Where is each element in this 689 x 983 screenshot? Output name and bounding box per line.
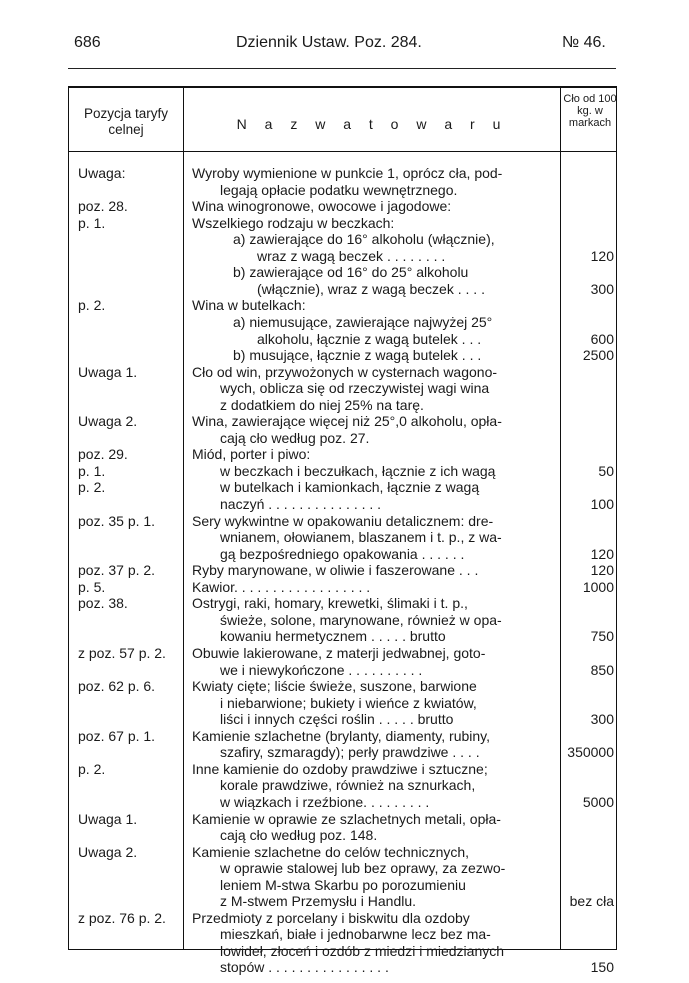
duty-value: 50 bbox=[598, 462, 614, 479]
goods-description: Wina, zawierające więcej niż 25°,0 alkoholu, opła- bbox=[192, 413, 502, 430]
column-header-goods: N a z w a t o w a r u bbox=[236, 116, 508, 132]
tariff-position: p. 2. bbox=[78, 479, 106, 496]
goods-description: Wina w butelkach: bbox=[192, 297, 306, 314]
goods-description: gą bezpośredniego opakowania . . . . . . bbox=[220, 545, 465, 562]
table-row bbox=[69, 695, 618, 712]
duty-value: 120 bbox=[590, 562, 614, 579]
duty-value: 5000 bbox=[582, 793, 614, 810]
table-row bbox=[69, 662, 618, 679]
table-row bbox=[69, 513, 618, 530]
goods-description: wych, oblicza się od rzeczywistej wagi wina bbox=[220, 380, 490, 397]
tariff-position: Uwaga 2. bbox=[78, 843, 138, 860]
table-row bbox=[69, 562, 618, 579]
goods-description: wnianem, ołowianem, blaszanem i t. p., z wa- bbox=[220, 529, 502, 546]
goods-description: z M-stwem Przemysłu i Handlu. bbox=[220, 893, 417, 910]
tariff-table bbox=[68, 86, 617, 976]
goods-description: Kwiaty cięte; liście świeże, suszone, barwione bbox=[192, 678, 477, 695]
table-row bbox=[69, 777, 618, 794]
table-row bbox=[69, 877, 618, 894]
table-row bbox=[69, 297, 618, 314]
table-row bbox=[69, 910, 618, 927]
duty-value: 120 bbox=[590, 247, 614, 264]
table-row bbox=[69, 347, 618, 364]
duty-value: 120 bbox=[590, 545, 614, 562]
goods-description: Kawior. . . . . . . . . . . . . . . . . . bbox=[192, 578, 371, 595]
tariff-position: p. 1. bbox=[78, 462, 106, 479]
table-row bbox=[69, 827, 618, 844]
column-header-duty: Cło od 100 kg. w markach bbox=[563, 93, 617, 129]
tariff-position: poz. 37 p. 2. bbox=[78, 562, 156, 579]
goods-description: w butelkach i kamionkach, łącznie z wagą bbox=[220, 479, 480, 496]
table-row bbox=[69, 628, 618, 645]
header-rule bbox=[68, 68, 616, 69]
goods-description: Cło od win, przywożonych w cysternach wagono- bbox=[192, 363, 498, 380]
table-row bbox=[69, 926, 618, 943]
table-row bbox=[69, 645, 618, 662]
table-row bbox=[69, 430, 618, 447]
goods-description: wraz z wagą beczek . . . . . . . . bbox=[257, 247, 446, 264]
goods-description: w wiązkach i rzeźbione. . . . . . . . . bbox=[220, 793, 430, 810]
table-row bbox=[69, 231, 618, 248]
tariff-position: p. 5. bbox=[78, 578, 106, 595]
goods-description: a) zawierające do 16° alkoholu (włącznie), bbox=[233, 231, 495, 248]
tariff-position: p. 1. bbox=[78, 214, 106, 231]
duty-value: bez cła bbox=[569, 893, 614, 910]
goods-description: we i niewykończone . . . . . . . . . . bbox=[220, 661, 423, 678]
table-row bbox=[69, 811, 618, 828]
table-row bbox=[69, 215, 618, 232]
table-row bbox=[69, 612, 618, 629]
tariff-position: Uwaga 2. bbox=[78, 413, 138, 430]
goods-description: w oprawie stalowej lub bez oprawy, za zezwo- bbox=[220, 860, 506, 877]
goods-description: z dodatkiem do niej 25% na tarę. bbox=[220, 396, 424, 413]
table-row bbox=[69, 529, 618, 546]
tariff-position: z poz. 57 p. 2. bbox=[78, 645, 166, 661]
goods-description: Inne kamienie do ozdoby prawdziwe i sztuczne; bbox=[192, 760, 488, 777]
table-row bbox=[69, 893, 618, 910]
tariff-position: Uwaga: bbox=[78, 165, 126, 181]
goods-description: b) zawierające od 16° do 25° alkoholu bbox=[233, 264, 469, 281]
goods-description: cają cło według poz. 27. bbox=[220, 429, 370, 446]
tariff-position: poz. 62 p. 6. bbox=[78, 678, 156, 695]
tariff-position: Uwaga 1. bbox=[78, 810, 138, 827]
duty-value: 300 bbox=[590, 280, 614, 297]
goods-description: i niebarwione; bukiety i wieńce z kwiatów, bbox=[220, 694, 477, 711]
goods-description: świeże, solone, marynowane, również w opa- bbox=[220, 611, 502, 628]
goods-description: b) musujące, łącznie z wagą butelek . . . bbox=[233, 347, 482, 364]
table-row bbox=[69, 314, 618, 331]
tariff-position: poz. 35 p. 1. bbox=[78, 512, 156, 529]
table-row bbox=[69, 331, 618, 348]
goods-description: Miód, porter i piwo: bbox=[192, 446, 311, 463]
goods-description: lowideł, złoceń i ozdób z miedzi i miedzianych bbox=[220, 942, 505, 959]
table-row bbox=[69, 546, 618, 563]
table-row bbox=[69, 248, 618, 265]
duty-value: 100 bbox=[590, 496, 614, 512]
tariff-position: poz. 29. bbox=[78, 446, 128, 463]
table-row bbox=[69, 711, 618, 728]
goods-description: alkoholu, łącznie z wagą butelek . . . bbox=[257, 330, 482, 347]
duty-value: 750 bbox=[590, 628, 614, 645]
duty-value: 300 bbox=[590, 711, 614, 728]
table-row bbox=[69, 479, 618, 496]
table-row bbox=[69, 380, 618, 397]
table-row bbox=[69, 744, 618, 761]
goods-description: naczyń . . . . . . . . . . . . . . . bbox=[220, 496, 382, 512]
table-row bbox=[69, 397, 618, 414]
goods-description: Ryby marynowane, w oliwie i faszerowane . . . bbox=[192, 562, 479, 579]
goods-description: Wyroby wymienione w punkcie 1, oprócz cła, pod- bbox=[192, 165, 503, 181]
table-row bbox=[69, 364, 618, 381]
table-row bbox=[69, 446, 618, 463]
table-row bbox=[69, 579, 618, 596]
table-row bbox=[69, 165, 618, 182]
tariff-position: z poz. 76 p. 2. bbox=[78, 909, 166, 926]
issue-number: № 46. bbox=[562, 34, 606, 51]
column-header-position: Pozycja taryfy celnej bbox=[83, 106, 169, 137]
table-row bbox=[69, 595, 618, 612]
tariff-position: Uwaga 1. bbox=[78, 363, 138, 380]
page-header bbox=[0, 34, 689, 56]
tariff-position: p. 2. bbox=[78, 297, 106, 314]
goods-description: a) niemusujące, zawierające najwyżej 25° bbox=[233, 314, 493, 330]
duty-value: 150 bbox=[590, 959, 614, 976]
goods-description: szafiry, szmaragdy); perły prawdziwe . . . . bbox=[220, 744, 480, 761]
table-row bbox=[69, 860, 618, 877]
goods-description: w beczkach i beczułkach, łącznie z ich wagą bbox=[220, 462, 496, 479]
goods-description: legają opłacie podatku wewnętrznego. bbox=[220, 181, 458, 198]
table-row bbox=[69, 943, 618, 960]
table-row bbox=[69, 264, 618, 281]
table-row bbox=[69, 182, 618, 199]
goods-description: Przedmioty z porcelany i biskwitu dla ozdoby bbox=[192, 909, 470, 926]
goods-description: Obuwie lakierowane, z materji jedwabnej, goto- bbox=[192, 645, 486, 661]
table-row bbox=[69, 761, 618, 778]
table-row bbox=[69, 413, 618, 430]
tariff-position: poz. 67 p. 1. bbox=[78, 727, 156, 744]
duty-value: 2500 bbox=[582, 347, 614, 364]
goods-description: Kamienie szlachetne do celów technicznych, bbox=[192, 843, 470, 860]
goods-description: liści i innych części roślin . . . . . brutto bbox=[220, 711, 454, 728]
tariff-position: poz. 28. bbox=[78, 198, 128, 215]
goods-description: leniem M-stwa Skarbu po porozumieniu bbox=[220, 876, 466, 893]
tariff-position: poz. 38. bbox=[78, 595, 128, 612]
goods-description: Sery wykwintne w opakowaniu detalicznem: dre- bbox=[192, 512, 494, 529]
table-row bbox=[69, 198, 618, 215]
goods-description: cają cło według poz. 148. bbox=[220, 827, 378, 843]
goods-description: Kamienie szlachetne (brylanty, diamenty, rubiny, bbox=[192, 727, 491, 744]
goods-description: Wszelkiego rodzaju w beczkach: bbox=[192, 214, 395, 231]
page-number: 686 bbox=[74, 34, 101, 51]
table-row bbox=[69, 281, 618, 298]
header-divider bbox=[69, 151, 616, 152]
duty-value: 850 bbox=[590, 661, 614, 678]
table-row bbox=[69, 496, 618, 513]
tariff-position: p. 2. bbox=[78, 760, 106, 777]
goods-description: stopów . . . . . . . . . . . . . . . . bbox=[220, 959, 389, 976]
goods-description: Kamienie w oprawie ze szlachetnych metali, opła- bbox=[192, 810, 501, 827]
duty-value: 1000 bbox=[582, 578, 614, 595]
table-row bbox=[69, 959, 618, 976]
goods-description: Ostrygi, raki, homary, krewetki, ślimaki i t. p., bbox=[192, 595, 468, 612]
duty-value: 600 bbox=[590, 330, 614, 347]
goods-description: kowaniu hermetycznem . . . . . brutto bbox=[220, 628, 446, 645]
table-row bbox=[69, 794, 618, 811]
table-row bbox=[69, 463, 618, 480]
goods-description: Wina winogronowe, owocowe i jagodowe: bbox=[192, 198, 452, 215]
journal-title: Dziennik Ustaw. Poz. 284. bbox=[236, 34, 422, 51]
goods-description: (włącznie), wraz z wagą beczek . . . . bbox=[257, 280, 485, 297]
table-row bbox=[69, 678, 618, 695]
goods-description: mieszkań, białe i jednobarwne lecz bez ma- bbox=[220, 926, 491, 943]
table-row bbox=[69, 844, 618, 861]
table-row bbox=[69, 728, 618, 745]
duty-value: 350000 bbox=[567, 744, 614, 761]
goods-description: korale prawdziwe, również na sznurkach, bbox=[220, 777, 476, 794]
